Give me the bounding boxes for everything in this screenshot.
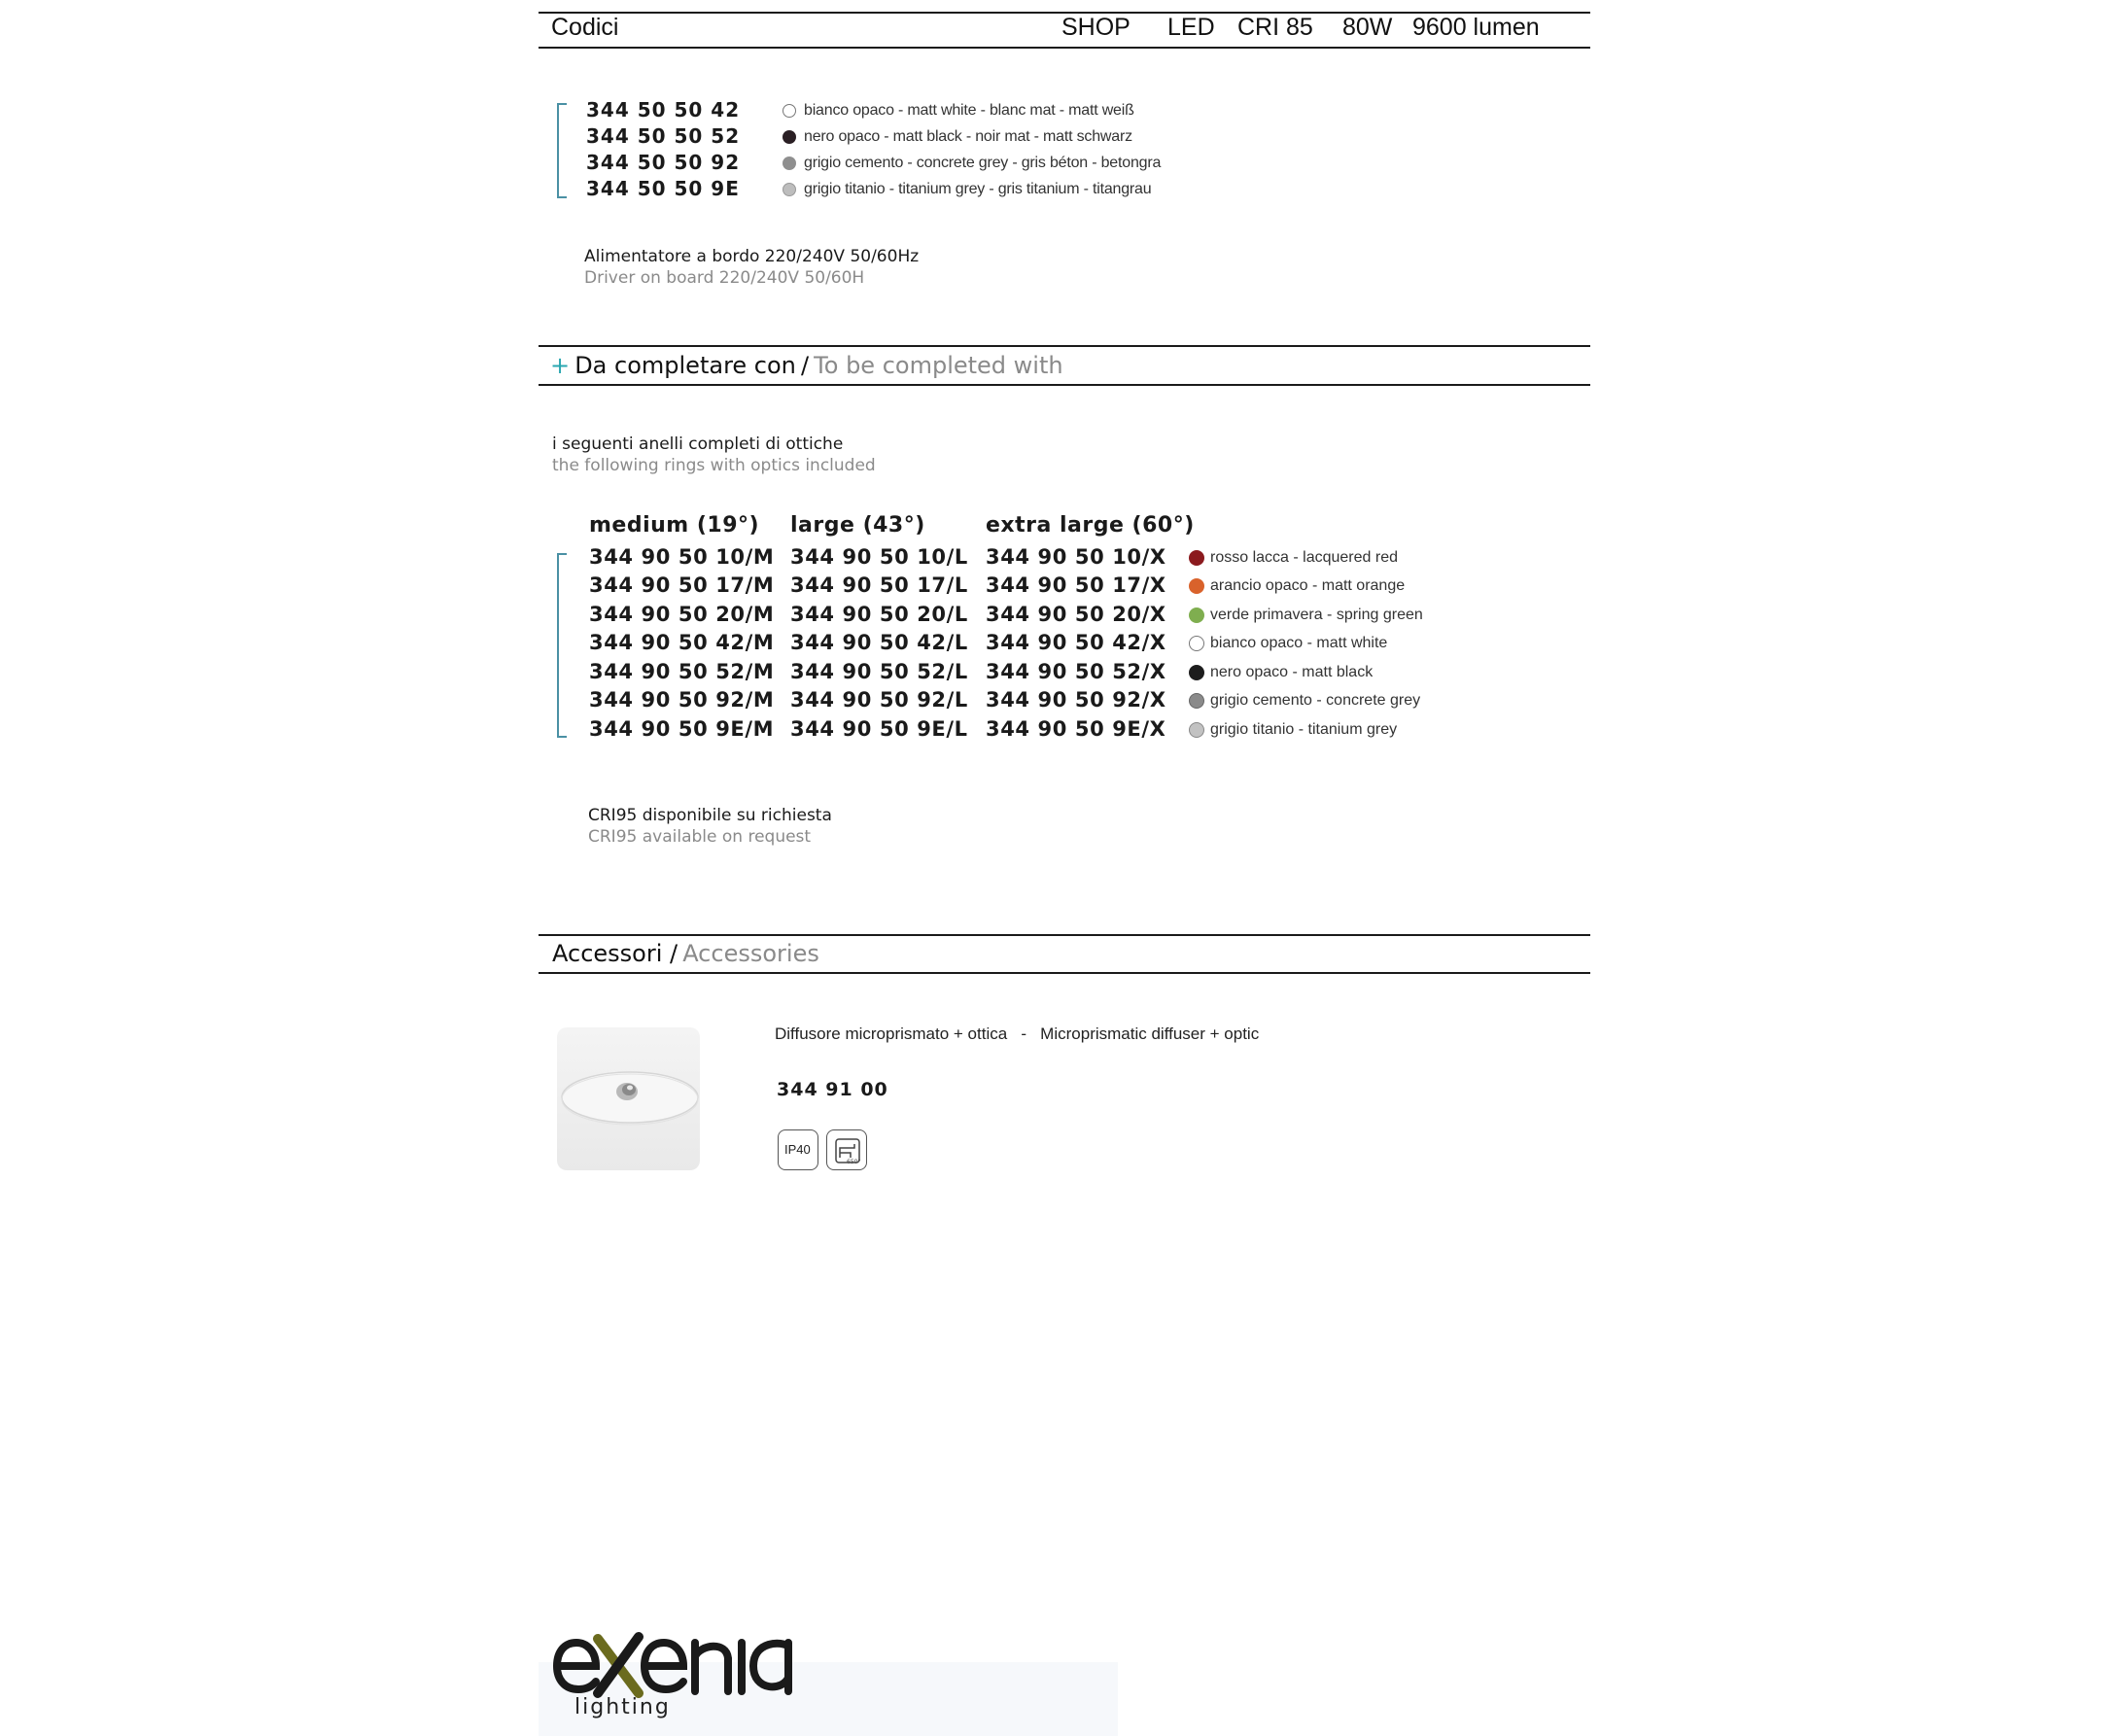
spec-cri: CRI 85: [1237, 14, 1313, 41]
page-title: Codici: [551, 14, 619, 41]
finish-swatch-titanium: [1189, 722, 1204, 738]
optic-code-xl: 344 90 50 92/X: [986, 688, 1166, 712]
spec-led: LED: [1167, 14, 1215, 41]
optic-code-medium: 344 90 50 10/M: [589, 545, 775, 569]
optic-code-xl: 344 90 50 9E/X: [986, 717, 1166, 741]
finish-label: grigio titanio - titanium grey - gris titanium - titangrau: [804, 181, 1152, 197]
finish-swatch-green: [1189, 608, 1204, 623]
product-code: 344 50 50 92: [586, 151, 741, 174]
glow-wire-temperature: 650°: [847, 1159, 861, 1165]
finish-swatch-orange: [1189, 578, 1204, 594]
optic-code-medium: 344 90 50 92/M: [589, 688, 775, 712]
cri-note-en: CRI95 available on request: [588, 827, 812, 847]
optic-code-large: 344 90 50 92/L: [790, 688, 968, 712]
spec-power: 80W: [1342, 14, 1393, 41]
finish-label: verde primavera - spring green: [1210, 607, 1423, 623]
cri-note-it: CRI95 disponibile su richiesta: [588, 806, 832, 825]
finish-swatch-titanium: [783, 183, 796, 196]
optic-code-medium: 344 90 50 20/M: [589, 603, 775, 626]
optic-code-xl: 344 90 50 42/X: [986, 631, 1166, 654]
complete-title-en: To be completed with: [814, 352, 1063, 379]
optic-code-medium: 344 90 50 52/M: [589, 660, 775, 683]
optic-code-large: 344 90 50 20/L: [790, 603, 968, 626]
finish-swatch-black: [1189, 665, 1204, 680]
finish-swatch-red: [1189, 550, 1204, 566]
rings-it: i seguenti anelli completi di ottiche: [552, 434, 844, 454]
brand-sub: lighting: [574, 1695, 671, 1719]
accessories-title-en: Accessories: [682, 940, 819, 967]
optic-code-xl: 344 90 50 17/X: [986, 573, 1166, 597]
optic-code-xl: 344 90 50 52/X: [986, 660, 1166, 683]
accessories-bottom-rule: [539, 972, 1590, 974]
accessories-top-rule: [539, 934, 1590, 936]
finish-label: grigio cemento - concrete grey - gris béton - betongra: [804, 155, 1162, 171]
ip-rating-label: IP40: [784, 1142, 811, 1157]
finish-swatch-concrete: [1189, 693, 1204, 709]
product-code: 344 50 50 9E: [586, 177, 740, 200]
diffuser-illustration: [557, 1027, 700, 1170]
rings-en: the following rings with optics included: [552, 456, 876, 475]
optic-code-large: 344 90 50 17/L: [790, 573, 968, 597]
finish-swatch-white: [783, 104, 796, 118]
finish-label: grigio cemento - concrete grey: [1210, 692, 1421, 709]
optic-code-large: 344 90 50 9E/L: [790, 717, 968, 741]
complete-bottom-rule: [539, 384, 1590, 386]
column-header-medium: medium (19°): [589, 513, 760, 538]
codes-bracket: [557, 103, 567, 198]
plus-icon: +: [550, 352, 571, 379]
finish-swatch-concrete: [783, 156, 796, 170]
finish-swatch-white: [1189, 636, 1204, 651]
optic-code-xl: 344 90 50 10/X: [986, 545, 1166, 569]
accessory-description: Diffusore microprismato + ottica - Microprismatic diffuser + optic: [775, 1024, 1260, 1043]
finish-label: rosso lacca - lacquered red: [1210, 549, 1398, 566]
optic-code-medium: 344 90 50 42/M: [589, 631, 775, 654]
finish-swatch-black: [783, 130, 796, 144]
finish-label: nero opaco - matt black: [1210, 664, 1374, 680]
product-code: 344 50 50 52: [586, 124, 741, 148]
driver-it: Alimentatore a bordo 220/240V 50/60Hz: [584, 247, 920, 266]
glow-wire-badge: [826, 1129, 867, 1170]
accessories-title: [552, 940, 819, 967]
finish-label: bianco opaco - matt white: [1210, 635, 1388, 651]
ip-rating-badge: [778, 1129, 818, 1170]
optic-code-medium: 344 90 50 9E/M: [589, 717, 775, 741]
finish-label: arancio opaco - matt orange: [1210, 577, 1406, 594]
optic-code-large: 344 90 50 10/L: [790, 545, 968, 569]
accessory-image: [557, 1027, 700, 1170]
header-bottom-rule: [539, 47, 1590, 49]
driver-en: Driver on board 220/240V 50/60H: [584, 268, 865, 288]
optic-code-xl: 344 90 50 20/X: [986, 603, 1166, 626]
product-code: 344 50 50 42: [586, 98, 741, 122]
optic-code-medium: 344 90 50 17/M: [589, 573, 775, 597]
spec-shop: SHOP: [1061, 14, 1131, 41]
finish-label: bianco opaco - matt white - blanc mat - matt weiß: [804, 102, 1134, 119]
optic-code-large: 344 90 50 52/L: [790, 660, 968, 683]
accessory-code: 344 91 00: [777, 1079, 888, 1100]
complete-title-it: Da completare con: [574, 352, 796, 379]
column-header-extra-large: extra large (60°): [986, 513, 1195, 538]
title-separator: /: [800, 352, 810, 379]
optics-bracket: [557, 553, 567, 738]
complete-section-title: [550, 352, 1063, 379]
finish-label: nero opaco - matt black - noir mat - matt schwarz: [804, 128, 1132, 145]
optic-code-large: 344 90 50 42/L: [790, 631, 968, 654]
finish-label: grigio titanio - titanium grey: [1210, 721, 1398, 738]
complete-top-rule: [539, 345, 1590, 347]
spec-lumen: 9600 lumen: [1412, 14, 1540, 41]
column-header-large: large (43°): [790, 513, 925, 538]
accessories-title-it: Accessori /: [552, 940, 678, 967]
